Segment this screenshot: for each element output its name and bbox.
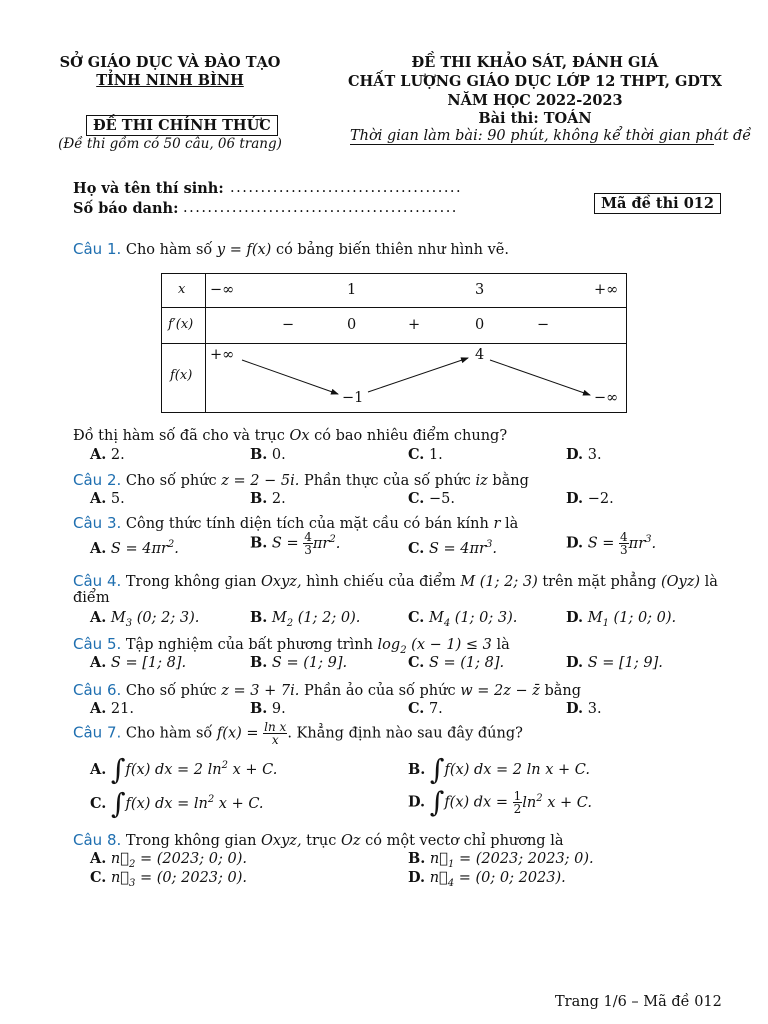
answer-d[interactable]: D. ∫f(x) dx = $\frac{1}{2}$ $\ln^2 x + C$. [408, 785, 592, 819]
table-header-fprime: f′(x) [168, 317, 194, 332]
answer-b[interactable]: B. $M_2$ (1; 2; 0). [250, 609, 361, 629]
x-value: −∞ [210, 282, 235, 298]
subject: Bài thi: TOÁN [478, 110, 592, 127]
f-value: −1 [342, 390, 364, 406]
question-text: là [704, 574, 718, 590]
student-id-label: Số báo danh: [73, 200, 179, 217]
answer-d[interactable]: D. −2. [566, 490, 614, 507]
f-value: +∞ [210, 347, 235, 363]
answer-a[interactable]: A. 2. [90, 446, 125, 463]
math-expr: $\log_2 (x - 1) \le 3$ [377, 637, 492, 656]
answer-c[interactable]: C. ∫f(x) dx = $\ln^2 x + C$. [90, 787, 264, 820]
table-header-f: f(x) [170, 368, 193, 383]
answer-b[interactable]: B. 9. [250, 700, 286, 717]
math-expr: z = 2 − 5i. [221, 473, 300, 489]
math-expr: z = 3 + 7i. [221, 683, 300, 699]
x-value: +∞ [594, 282, 619, 298]
answer-a[interactable]: A. $S = 4\pi r^2$. [90, 539, 179, 557]
table-header-x: x [178, 282, 186, 297]
question-text: Công thức tính diện tích của mặt cầu có bán kính [125, 516, 489, 532]
question-text: hình chiếu của điểm [306, 574, 456, 590]
question-label: Câu 4. [73, 572, 122, 590]
department-name: SỞ GIÁO DỤC VÀ ĐÀO TẠO [59, 54, 281, 71]
math-expr: y = f(x) [216, 242, 272, 258]
answer-c[interactable]: C. $n⃗_3 = (0$; 2023; 0). [90, 869, 248, 889]
answer-c[interactable]: C. −5. [408, 490, 455, 507]
question-text: Phần thực của số phức [303, 473, 471, 489]
question-text: Phần ảo của số phức [303, 683, 456, 699]
question-text: Cho số phức [125, 473, 217, 489]
question-text: Cho số phức [125, 683, 217, 699]
sign: + [408, 317, 421, 333]
answer-b[interactable]: B. $n⃗_1 = (2023$; 2023; 0). [408, 850, 594, 870]
question-label: Câu 2. [73, 471, 122, 489]
math-expr: iz [475, 473, 488, 489]
math-expr: Oz [341, 833, 361, 849]
question-4-cont: điểm [73, 590, 110, 606]
question-8 [73, 831, 563, 849]
exam-subtitle: CHẤT LƯỢNG GIÁO DỤC LỚP 12 THPT, GDTX [347, 73, 723, 90]
question-text: là [504, 516, 519, 532]
question-label: Câu 8. [73, 831, 122, 849]
answer-a[interactable]: A. ∫f(x) dx = 2 $\ln^2 x + C$. [90, 753, 278, 786]
question-label: Câu 6. [73, 681, 122, 699]
question-3 [73, 514, 518, 532]
math-expr: (Oyz) [660, 574, 701, 590]
question-label: Câu 7. [73, 723, 122, 742]
sign: − [537, 317, 550, 333]
answer-b[interactable]: B. ∫f(x) dx = 2 ln x + C. [408, 753, 590, 786]
question-text: Đồ thị hàm số đã cho và trục [73, 428, 285, 444]
answer-a[interactable]: A. $M_3$ (0; 2; 3). [90, 609, 200, 629]
sign: 0 [347, 317, 357, 333]
question-1 [73, 240, 509, 258]
answer-c[interactable]: C. $M_4$ (1; 0; 3). [408, 609, 518, 629]
question-1-prompt [73, 428, 507, 444]
question-5 [73, 635, 510, 656]
answer-a[interactable]: A. 5. [90, 490, 125, 507]
question-text: trục [306, 833, 337, 849]
question-text: Khẳng định nào sau đây đúng? [296, 725, 523, 742]
answer-a[interactable]: A. $n⃗_2 = (2023$; 0; 0). [90, 850, 247, 870]
answer-d[interactable]: D. $M_1$ (1; 0; 0). [566, 609, 677, 629]
answer-c[interactable]: C. $S = 4\pi r^3$. [408, 539, 497, 557]
student-name-label: Họ và tên thí sinh: [73, 180, 224, 197]
variation-table [161, 273, 627, 413]
answer-b[interactable]: B. 2. [250, 490, 286, 507]
answer-b[interactable]: B. 0. [250, 446, 286, 463]
question-text: là [496, 637, 510, 653]
question-text: Cho hàm số [125, 242, 213, 258]
question-7: Câu 7. Cho hàm số f(x) = $\frac{\text{ln x}}{x}$ . Khẳng định nào sau đây đúng? [73, 720, 523, 747]
answer-d[interactable]: D. $n⃗_4 = (0$; 0; 2023). [408, 869, 566, 889]
question-text: Cho hàm số [125, 725, 213, 742]
f-value: −∞ [594, 390, 619, 406]
official-exam-badge: ĐỀ THI CHÍNH THỨC [86, 115, 278, 136]
x-value: 1 [347, 282, 357, 298]
math-expr: w = 2z − z̄ [460, 683, 540, 699]
exam-code: Mã đề thi 012 [594, 193, 721, 214]
math-expr: r [493, 516, 501, 532]
answer-c[interactable]: C. 7. [408, 700, 443, 717]
question-text: bằng [492, 473, 529, 489]
time-limit: Thời gian làm bài: 90 phút, không kể thời gian phát đề [350, 128, 752, 144]
question-text: bằng [544, 683, 582, 699]
province-name: TỈNH NINH BÌNH [96, 72, 244, 89]
answer-b[interactable]: B. S = $\frac{4}{3}$ $\pi r^2$. [250, 530, 341, 557]
question-6 [73, 681, 581, 699]
f-value: 4 [475, 347, 485, 363]
question-text: Trong không gian [125, 574, 257, 590]
pages-note: (Đề thi gồm có 50 câu, 06 trang) [58, 136, 282, 152]
sign: − [282, 317, 295, 333]
math-expr: Oxyz, [261, 574, 302, 590]
answer-c[interactable]: C. 1. [408, 446, 443, 463]
question-text: Trong không gian [125, 833, 257, 849]
answer-a[interactable]: A. 21. [90, 700, 134, 717]
answer-d[interactable]: D. S = $\frac{4}{3}$ $\pi r^3$. [566, 530, 657, 557]
exam-title: ĐỀ THI KHẢO SÁT, ĐÁNH GIÁ [411, 54, 659, 71]
question-2 [73, 471, 529, 489]
variation-arrows [162, 274, 626, 412]
answer-a[interactable]: A. S = [1; 8]. [90, 654, 187, 671]
question-4 [73, 572, 718, 590]
student-name-field[interactable]: ...................................... [230, 180, 463, 196]
answer-b[interactable]: B. S = (1; 9]. [250, 654, 348, 671]
school-year: NĂM HỌC 2022-2023 [447, 92, 623, 109]
math-expr: M (1; 2; 3) [460, 574, 538, 590]
answer-c[interactable]: C. S = (1; 8]. [408, 654, 505, 671]
question-text: có bao nhiêu điểm chung? [314, 428, 508, 444]
math-expr: Ox [289, 428, 310, 444]
x-value: 3 [475, 282, 485, 298]
answer-d[interactable]: D. S = [1; 9]. [566, 654, 663, 671]
question-text: có một vectơ chỉ phương là [365, 833, 564, 849]
question-text: có bảng biến thiên như hình vẽ. [275, 242, 509, 258]
question-label: Câu 5. [73, 635, 122, 653]
student-id-field[interactable]: ............................................. [183, 200, 458, 216]
sign: 0 [475, 317, 485, 333]
math-expr: f(x) = [216, 725, 264, 742]
answer-d[interactable]: D. 3. [566, 446, 602, 463]
question-text: trên mặt phẳng [542, 574, 657, 590]
answer-d[interactable]: D. 3. [566, 700, 602, 717]
question-label: Câu 1. [73, 240, 122, 258]
question-text: Tập nghiệm của bất phương trình [125, 637, 373, 653]
math-fraction: $\frac{\text{ln x}}{x}$ [264, 720, 287, 747]
question-label: Câu 3. [73, 514, 122, 532]
math-expr: Oxyz, [261, 833, 302, 849]
page-footer: Trang 1/6 – Mã đề 012 [555, 994, 722, 1010]
